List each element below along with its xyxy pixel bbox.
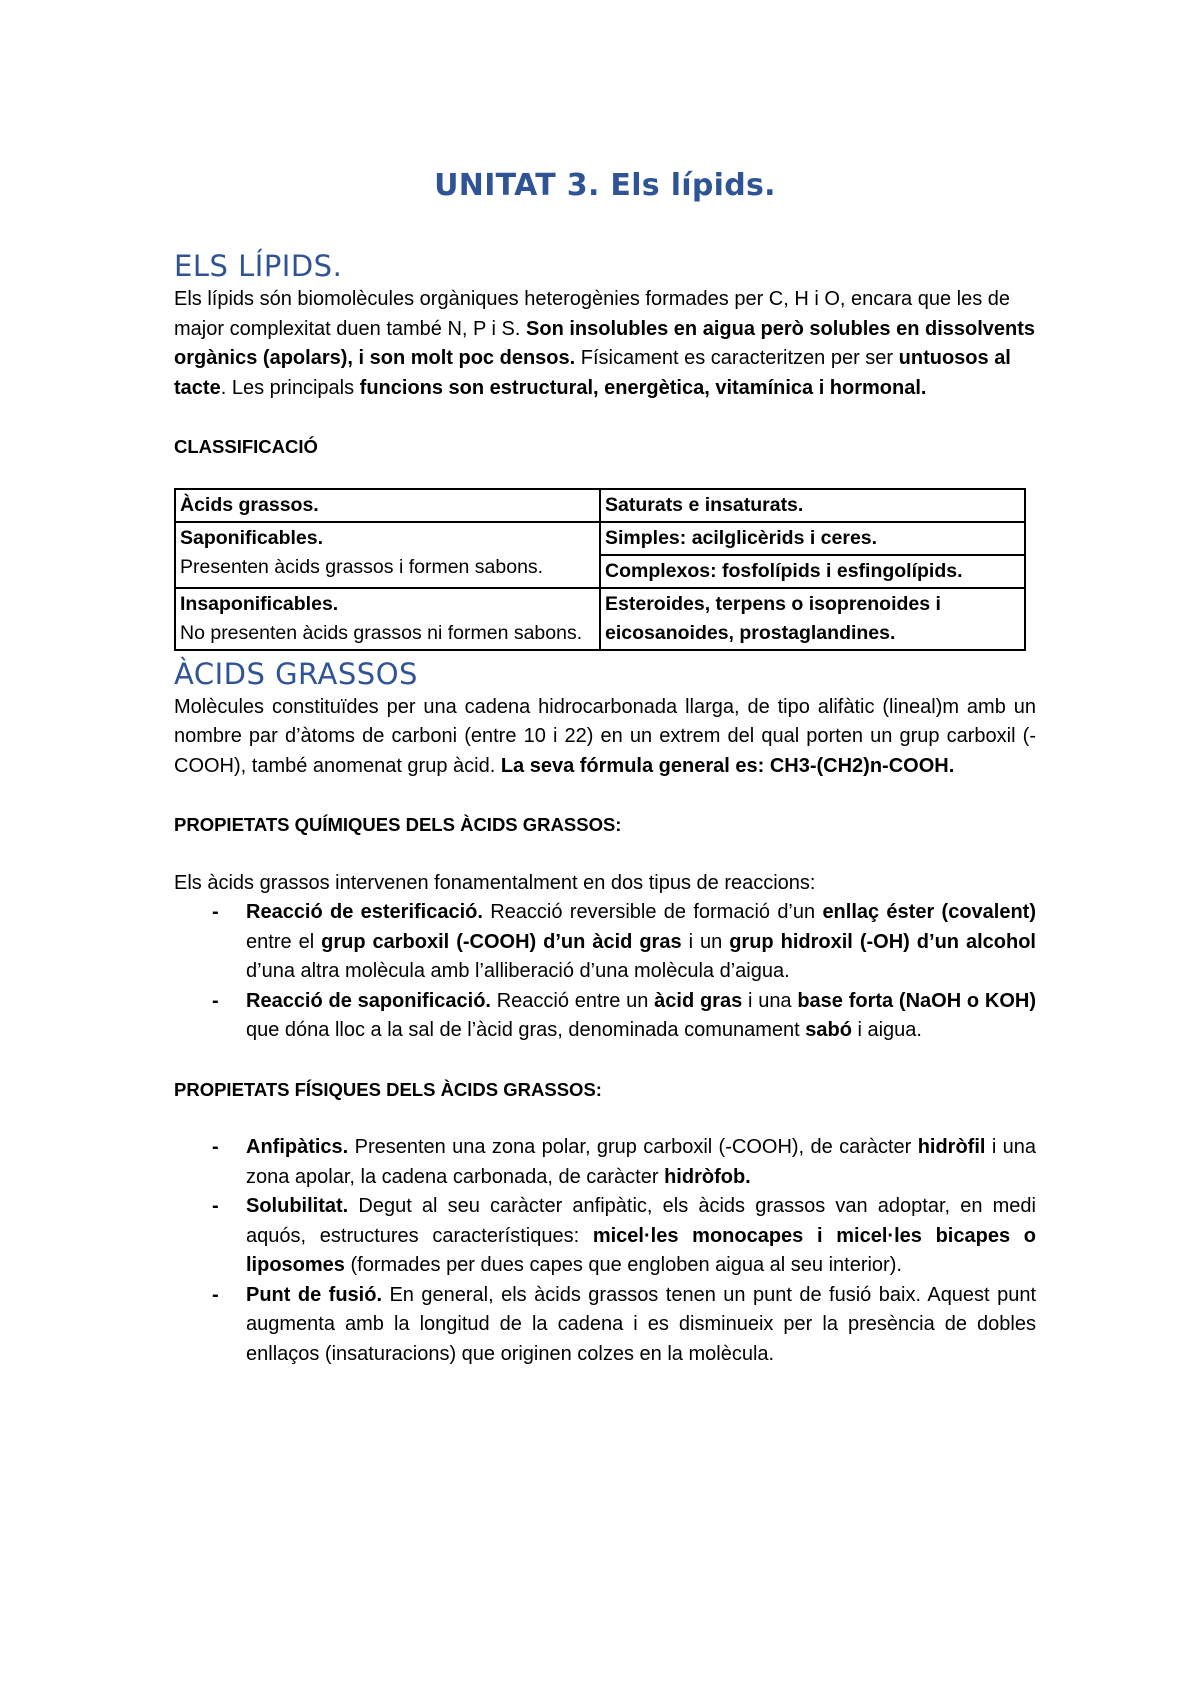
dash-bullet: - (212, 1136, 219, 1158)
bold-text: hidròfil (917, 1136, 986, 1158)
table-cell: Àcids grassos. (175, 489, 600, 522)
table-row (175, 489, 1025, 522)
classification-label: CLASSIFICACIÓ (174, 436, 318, 457)
bold-text: Anfipàtics. (246, 1136, 349, 1158)
table-cell: Insaponificables. No presenten àcids grassos ni formen sabons. (175, 588, 600, 650)
physical-properties-list (174, 1133, 1036, 1369)
dash-bullet: - (212, 901, 219, 923)
text-run: Reacció entre un (490, 989, 655, 1012)
chemical-properties-list (174, 898, 1036, 1046)
bold-text: Reacció de esterificació. (246, 901, 483, 923)
list-item (212, 1192, 1036, 1281)
text-run: i una zona apolar, la cadena carbonada, de caràcter (246, 1136, 1036, 1188)
bold-text: base forta (NaOH o KOH) (797, 989, 1037, 1012)
bold-text: àcid gras (654, 989, 743, 1012)
bold-text: sabó (805, 1019, 852, 1041)
text-run: i un (681, 930, 730, 953)
bold-text: Solubilitat. (246, 1195, 349, 1217)
text-run: i una (742, 989, 798, 1012)
bold-text: enllaç éster (covalent) (822, 901, 1037, 923)
chemical-properties-intro: Els àcids grassos intervenen fonamentalment en dos tipus de reaccions: (174, 871, 816, 894)
text-run: En general, els àcids grassos tenen un punt de fusió baix. Aquest punt augmenta amb la longitud de la cadena i es disminueix per la presència de dobles enllaços (insaturacions) que originen colzes en la molècula. (246, 1283, 1036, 1365)
text-run: (formades per dues capes que engloben aigua al seu interior). (344, 1254, 902, 1276)
dash-bullet: - (212, 1195, 219, 1217)
physical-properties-heading: PROPIETATS FÍSIQUES DELS ÀCIDS GRASSOS: (174, 1078, 602, 1100)
list-item (212, 1281, 1036, 1370)
text-run: Degut al seu caràcter anfipàtic, els àcids grassos van adoptar, en medi aquós, estructures característiques: (246, 1195, 1036, 1247)
bold-text: untuosos al tacte (174, 347, 1011, 399)
text-run: que dóna lloc a la sal de l’àcid gras, denominada comunament (246, 1019, 806, 1041)
table-cell: Simples: acilglicèrids i ceres. (600, 522, 1025, 555)
lipids-paragraph (174, 285, 1036, 403)
classification-table (174, 488, 1026, 651)
bold-text: Son insolubles en aigua però solubles en dissolvents orgànics (apolars), i son molt poc densos. (174, 317, 1036, 369)
table-row (175, 522, 1025, 555)
bold-text: grup hidroxil (-OH) d’un alcohol (729, 930, 1036, 953)
list-item (212, 898, 1037, 987)
spacer (174, 403, 1036, 432)
section-heading-lipids: ELS LÍPIDS. (174, 249, 343, 283)
chemical-properties-heading: PROPIETATS QUÍMIQUES DELS ÀCIDS GRASSOS: (174, 814, 622, 835)
text-run: . Les principals (220, 376, 360, 399)
section-heading-fatty-acids: ÀCIDS GRASSOS (174, 656, 418, 691)
spacer (174, 840, 1036, 869)
text-run: d’una altra molècula amb l’alliberació d’una molècula d’aigua. (246, 960, 790, 982)
text-run: i aigua. (851, 1019, 922, 1041)
spacer (174, 1046, 1036, 1075)
text-run: Reacció reversible de formació d’un (482, 901, 823, 923)
spacer (174, 781, 1036, 810)
table-cell: Saturats e insaturats. (600, 489, 1025, 522)
page-title: UNITAT 3. Els lípids. (434, 168, 776, 203)
text-run: entre el (246, 930, 322, 953)
list-item (212, 1133, 1036, 1192)
spacer (174, 462, 1036, 488)
spacer (174, 1104, 1036, 1133)
text-run: Físicament es caracteritzen per ser (575, 347, 899, 369)
table-cell: Esteroides, terpens o isoprenoides i eicosanoides, prostaglandines. (600, 588, 1025, 650)
bold-text: grup carboxil (-COOH) d’un àcid gras (321, 930, 682, 953)
bold-text: La seva fórmula general es: CH3-(CH2)n-COOH. (500, 754, 955, 777)
bold-text: funcions son estructural, energètica, vitamínica i hormonal. (359, 376, 927, 399)
fatty-acids-paragraph (174, 693, 1036, 782)
text-run: Presenten una zona polar, grup carboxil (-COOH), de caràcter (348, 1136, 918, 1158)
bold-text: Punt de fusió. (246, 1283, 383, 1306)
bold-text: micel·les monocapes i micel·les bicapes o liposomes (246, 1224, 1036, 1276)
bold-text: Reacció de saponificació. (246, 989, 491, 1012)
table-cell: Complexos: fosfolípids i esfingolípids. (600, 555, 1025, 588)
text-run: Els lípids són biomolècules orgàniques heterogènies formades per C, H i O, encara que les de major complexitat duen també N, P i S. (174, 288, 1011, 340)
dash-bullet: - (212, 989, 219, 1012)
dash-bullet: - (212, 1283, 219, 1306)
list-item (212, 987, 1037, 1046)
table-cell: Saponificables. Presenten àcids grassos i formen sabons. (175, 522, 600, 588)
bold-text: hidròfob. (664, 1165, 751, 1188)
text-run: Molècules constituïdes per una cadena hidrocarbonada llarga, de tipo alifàtic (lineal)m amb un nombre par d’àtoms de carboni (entre 10 i 22) en un extrem del qual porten un grup carboxil (-COOH), també anomenat grup àcid. (174, 695, 1036, 777)
table-row (175, 588, 1025, 650)
